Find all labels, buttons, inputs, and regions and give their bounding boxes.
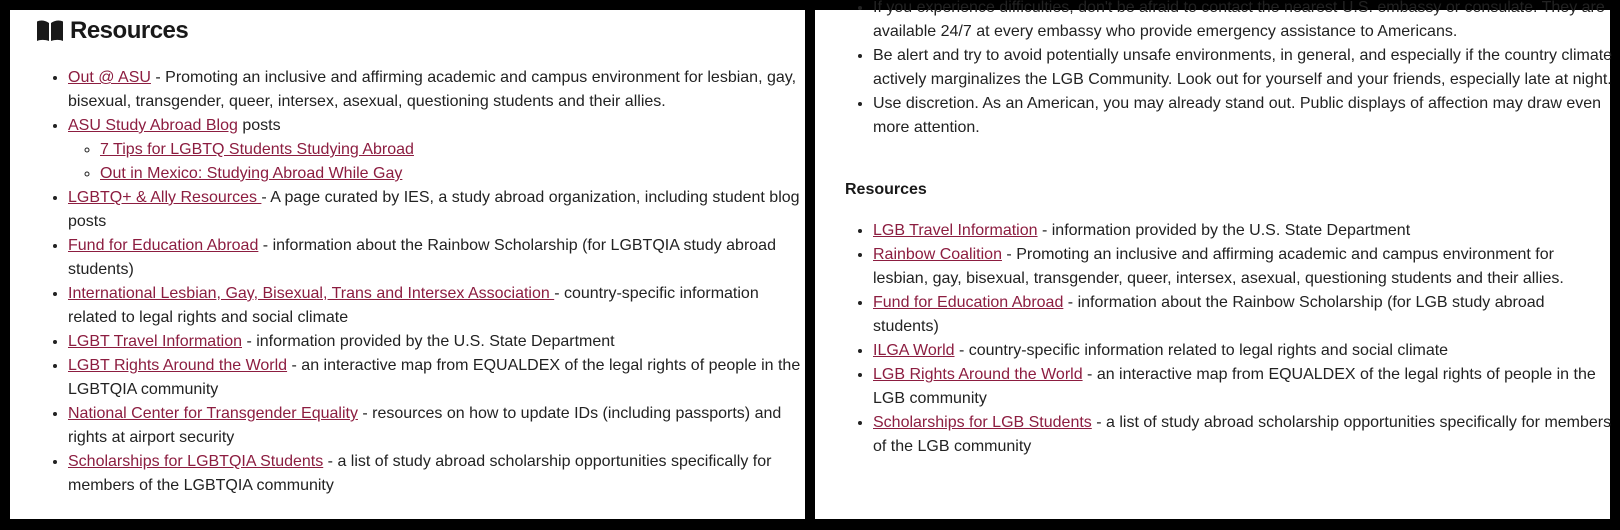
item-description: - a list of study abroad scholarship opportunities specifically for members of the LGBTQIA community [68,453,772,494]
asu-study-abroad-blog-link[interactable]: ASU Study Abroad Blog [68,117,238,134]
lgb-travel-information-link[interactable]: LGB Travel Information [873,222,1038,239]
fund-for-education-abroad-link[interactable]: Fund for Education Abroad [68,237,259,254]
resources-subheading: Resources [845,181,927,198]
list-item [873,411,1613,459]
item-description: - Promoting an inclusive and affirming academic and campus environment for lesbian, gay, bisexual, transgender, queer, intersex, asexual, questioning students and their allies. [873,246,1564,287]
lgbt-travel-information-link[interactable]: LGBT Travel Information [68,333,242,350]
sub-list-item [100,162,808,186]
list-item [873,363,1613,411]
resources-heading [36,17,188,45]
list-item [68,450,808,498]
list-item [68,186,808,234]
item-description: - information provided by the U.S. State Department [1037,222,1411,239]
open-book-icon [36,20,64,42]
item-description: - country-specific information related to legal rights and social climate [68,285,759,326]
left-panel [10,10,805,519]
item-description: - information about the Rainbow Scholarship (for LGB study abroad students) [873,294,1545,335]
blog-posts-sublist [68,138,808,186]
tips-lgbtq-students-link[interactable]: 7 Tips for LGBTQ Students Studying Abroad [100,141,414,158]
list-item [68,330,808,354]
fund-for-education-abroad-link[interactable]: Fund for Education Abroad [873,294,1064,311]
national-center-transgender-equality-link[interactable]: National Center for Transgender Equality [68,405,358,422]
item-description: - resources on how to update IDs (including passports) and rights at airport security [68,405,782,446]
item-description: - information provided by the U.S. State Department [242,333,615,350]
out-in-mexico-link[interactable]: Out in Mexico: Studying Abroad While Gay [100,165,403,182]
list-item [873,243,1613,291]
list-item [68,66,808,114]
item-description: - an interactive map from EQUALDEX of the legal rights of people in the LGBTQIA community [68,357,801,398]
list-item [873,291,1613,339]
rainbow-coalition-link[interactable]: Rainbow Coalition [873,246,1002,263]
lgbt-rights-around-world-link[interactable]: LGBT Rights Around the World [68,357,288,374]
right-panel [815,0,1613,519]
lgb-rights-around-world-link[interactable]: LGB Rights Around the World [873,366,1083,383]
item-description: - a list of study abroad scholarship opportunities specifically for members of the LGB community [873,414,1612,455]
left-resource-list [36,66,808,498]
list-item: • If you experience difficulties, don't be afraid to contact the nearest U.S. embassy or consulate. They are available 24/7 at every embassy who provide emergency assistance to Americans. [873,0,1613,44]
list-item [68,402,808,450]
sub-list-item [100,138,808,162]
heading-text: Resources [70,17,189,44]
scholarships-lgb-link[interactable]: Scholarships for LGB Students [873,414,1092,431]
list-item [68,114,808,186]
item-description: - A page curated by IES, a study abroad organization, including student blog posts [68,189,800,230]
list-item [68,282,808,330]
scholarships-lgbtqia-link[interactable]: Scholarships for LGBTQIA Students [68,453,324,470]
out-at-asu-link[interactable]: Out @ ASU [68,69,151,86]
lgbtq-ally-resources-link[interactable]: LGBTQ+ & Ally Resources [68,189,262,206]
list-item: • Use discretion. As an American, you may already stand out. Public displays of affection may draw even more attention. [873,92,1613,140]
item-description: - country-specific information related to legal rights and social climate [954,342,1449,359]
item-description: - information about the Rainbow Scholarship (for LGBTQIA study abroad students) [68,237,776,278]
list-item [68,354,808,402]
safety-tips-list [841,0,1613,140]
list-item: • Be alert and try to avoid potentially unsafe environments, in general, and especially if the country climate actively marginalizes the LGB Community. Look out for yourself and your friends, especially late at night. [873,44,1613,92]
item-description: - an interactive map from EQUALDEX of the legal rights of people in the LGB community [873,366,1596,407]
item-description: - Promoting an inclusive and affirming academic and campus environment for lesbian, gay, bisexual, transgender, queer, intersex, asexual, questioning students and their allies. [68,69,797,110]
item-description: posts [237,117,281,134]
ilga-world-link[interactable]: ILGA World [873,342,955,359]
list-item [68,234,808,282]
list-item [873,219,1613,243]
ilga-link[interactable]: International Lesbian, Gay, Bisexual, Trans and Intersex Association [68,285,555,302]
list-item [873,339,1613,363]
right-resource-list [841,219,1613,459]
